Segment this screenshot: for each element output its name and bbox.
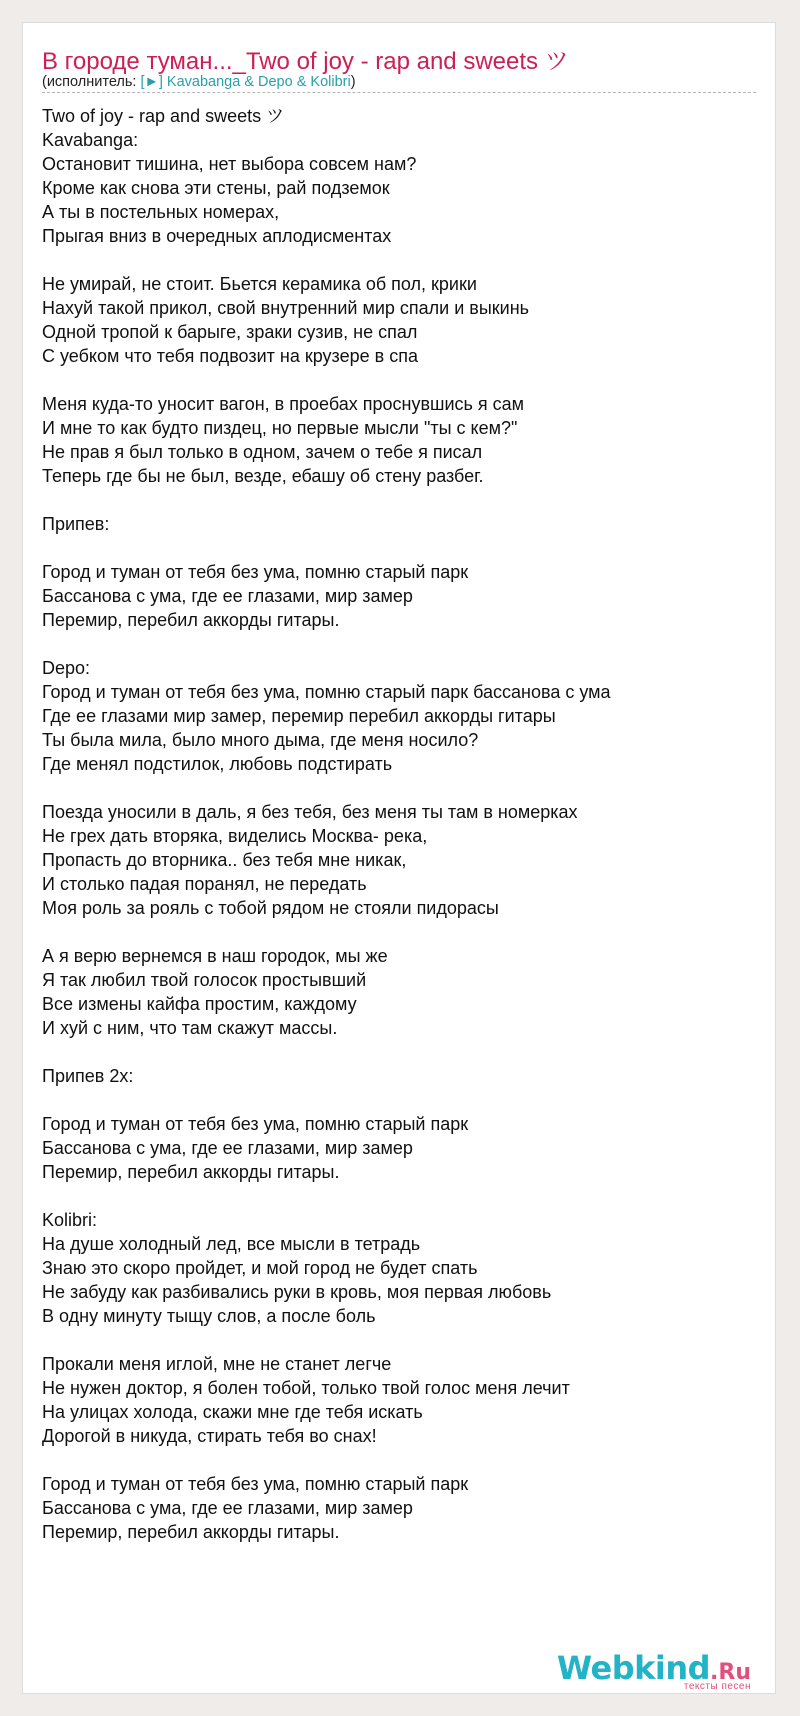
lyrics-line: Моя роль за рояль с тобой рядом не стояли пидорасы xyxy=(42,898,499,918)
lyrics-blank-line xyxy=(42,1183,762,1207)
lyrics-line: В одну минуту тыщу слов, а после боль xyxy=(42,1306,376,1326)
lyrics-blank-line xyxy=(42,367,762,391)
lyrics-line: Перемир, перебил аккорды гитары. xyxy=(42,1522,340,1542)
lyrics-blank-line xyxy=(42,775,762,799)
lyrics-line: Припев 2х: xyxy=(42,1066,134,1086)
lyrics-blank-line xyxy=(42,247,762,271)
lyrics-line: Кроме как снова эти стены, рай подземок xyxy=(42,178,390,198)
logo-tagline: тексты песен xyxy=(683,1681,751,1692)
lyrics-line: Не забуду как разбивались руки в кровь, моя первая любовь xyxy=(42,1282,552,1302)
artist-link[interactable]: [►] Kavabanga & Depo & Kolibri xyxy=(140,74,351,90)
artist-prefix: (исполнитель: xyxy=(42,74,141,90)
lyrics-line: Перемир, перебил аккорды гитары. xyxy=(42,1162,340,1182)
lyrics-blank-line xyxy=(42,535,762,559)
lyrics-line: Two of joy - rap and sweets ツ xyxy=(42,106,285,126)
lyrics-line: Пропасть до вторника.. без тебя мне никак, xyxy=(42,850,407,870)
lyrics-line: А ты в постельных номерах, xyxy=(42,202,280,222)
lyrics-line: С уебком что тебя подвозит на крузере в спа xyxy=(42,346,418,366)
lyrics-line: Прыгая вниз в очередных аплодисментах xyxy=(42,226,392,246)
lyrics-text xyxy=(42,103,762,1543)
lyrics-line: Знаю это скоро пройдет, и мой город не будет спать xyxy=(42,1258,478,1278)
lyrics-line: И столько падая поранял, не передать xyxy=(42,874,367,894)
lyrics-blank-line xyxy=(42,1327,762,1351)
lyrics-line: Бассанова с ума, где ее глазами, мир замер xyxy=(42,1498,413,1518)
lyrics-line: Город и туман от тебя без ума, помню старый парк xyxy=(42,1474,469,1494)
lyrics-line: Бассанова с ума, где ее глазами, мир замер xyxy=(42,1138,413,1158)
lyrics-line: Город и туман от тебя без ума, помню старый парк бассанова с ума xyxy=(42,682,611,702)
lyrics-line: Нахуй такой прикол, свой внутренний мир спали и выкинь xyxy=(42,298,530,318)
lyrics-line: Перемир, перебил аккорды гитары. xyxy=(42,610,340,630)
lyrics-line: Не прав я был только в одном, зачем о тебе я писал xyxy=(42,442,483,462)
lyrics-line: Меня куда-то уносит вагон, в проебах проснувшись я сам xyxy=(42,394,525,414)
lyrics-line: И мне то как будто пиздец, но первые мысли "ты с кем?" xyxy=(42,418,518,438)
lyrics-line: И хуй с ним, что там скажут массы. xyxy=(42,1018,338,1038)
lyrics-line: Где ее глазами мир замер, перемир перебил аккорды гитары xyxy=(42,706,556,726)
lyrics-line: Ты была мила, было много дыма, где меня носило? xyxy=(42,730,479,750)
lyrics-line: А я верю вернемся в наш городок, мы же xyxy=(42,946,388,966)
lyrics-line: Kavabanga: xyxy=(42,130,139,150)
lyrics-blank-line xyxy=(42,1447,762,1471)
lyrics-line: Дорогой в никуда, стирать тебя во снах! xyxy=(42,1426,377,1446)
lyrics-card xyxy=(22,22,776,1694)
lyrics-line: Не грех дать вторяка, виделись Москва- река, xyxy=(42,826,428,846)
lyrics-blank-line xyxy=(42,487,762,511)
lyrics-blank-line xyxy=(42,1087,762,1111)
lyrics-line: Остановит тишина, нет выбора совсем нам? xyxy=(42,154,417,174)
title-divider xyxy=(42,92,756,93)
lyrics-line: На улицах холода, скажи мне где тебя искать xyxy=(42,1402,423,1422)
site-logo[interactable] xyxy=(557,1649,751,1692)
lyrics-line: Город и туман от тебя без ума, помню старый парк xyxy=(42,1114,469,1134)
lyrics-line: Где менял подстилок, любовь подстирать xyxy=(42,754,393,774)
logo-wordmark: Webkind xyxy=(556,1649,711,1687)
lyrics-line: Kolibri: xyxy=(42,1210,98,1230)
lyrics-blank-line xyxy=(42,1039,762,1063)
lyrics-line: Бассанова с ума, где ее глазами, мир замер xyxy=(42,586,413,606)
lyrics-line: Не умирай, не стоит. Бьется керамика об пол, крики xyxy=(42,274,477,294)
lyrics-line: Я так любил твой голосок простывший xyxy=(42,970,367,990)
lyrics-line: Одной тропой к барыге, зраки сузив, не спал xyxy=(42,322,418,342)
lyrics-line: Припев: xyxy=(42,514,110,534)
lyrics-blank-line xyxy=(42,631,762,655)
lyrics-blank-line xyxy=(42,919,762,943)
logo-tld: .Ru xyxy=(710,1660,751,1685)
lyrics-line: Все измены кайфа простим, каждому xyxy=(42,994,357,1014)
artist-suffix: ) xyxy=(350,74,356,90)
lyrics-line: Depo: xyxy=(42,658,91,678)
lyrics-line: Теперь где бы не был, везде, ебашу об стену разбег. xyxy=(42,466,484,486)
lyrics-line: Город и туман от тебя без ума, помню старый парк xyxy=(42,562,469,582)
lyrics-line: Поезда уносили в даль, я без тебя, без меня ты там в номерках xyxy=(42,802,578,822)
lyrics-line: Прокали меня иглой, мне не станет легче xyxy=(42,1354,392,1374)
artist-line xyxy=(42,74,356,90)
song-title: В городе туман..._Two of joy - rap and sweets ツ xyxy=(42,48,569,75)
lyrics-line: Не нужен доктор, я болен тобой, только твой голос меня лечит xyxy=(42,1378,570,1398)
lyrics-line: На душе холодный лед, все мысли в тетрадь xyxy=(42,1234,421,1254)
